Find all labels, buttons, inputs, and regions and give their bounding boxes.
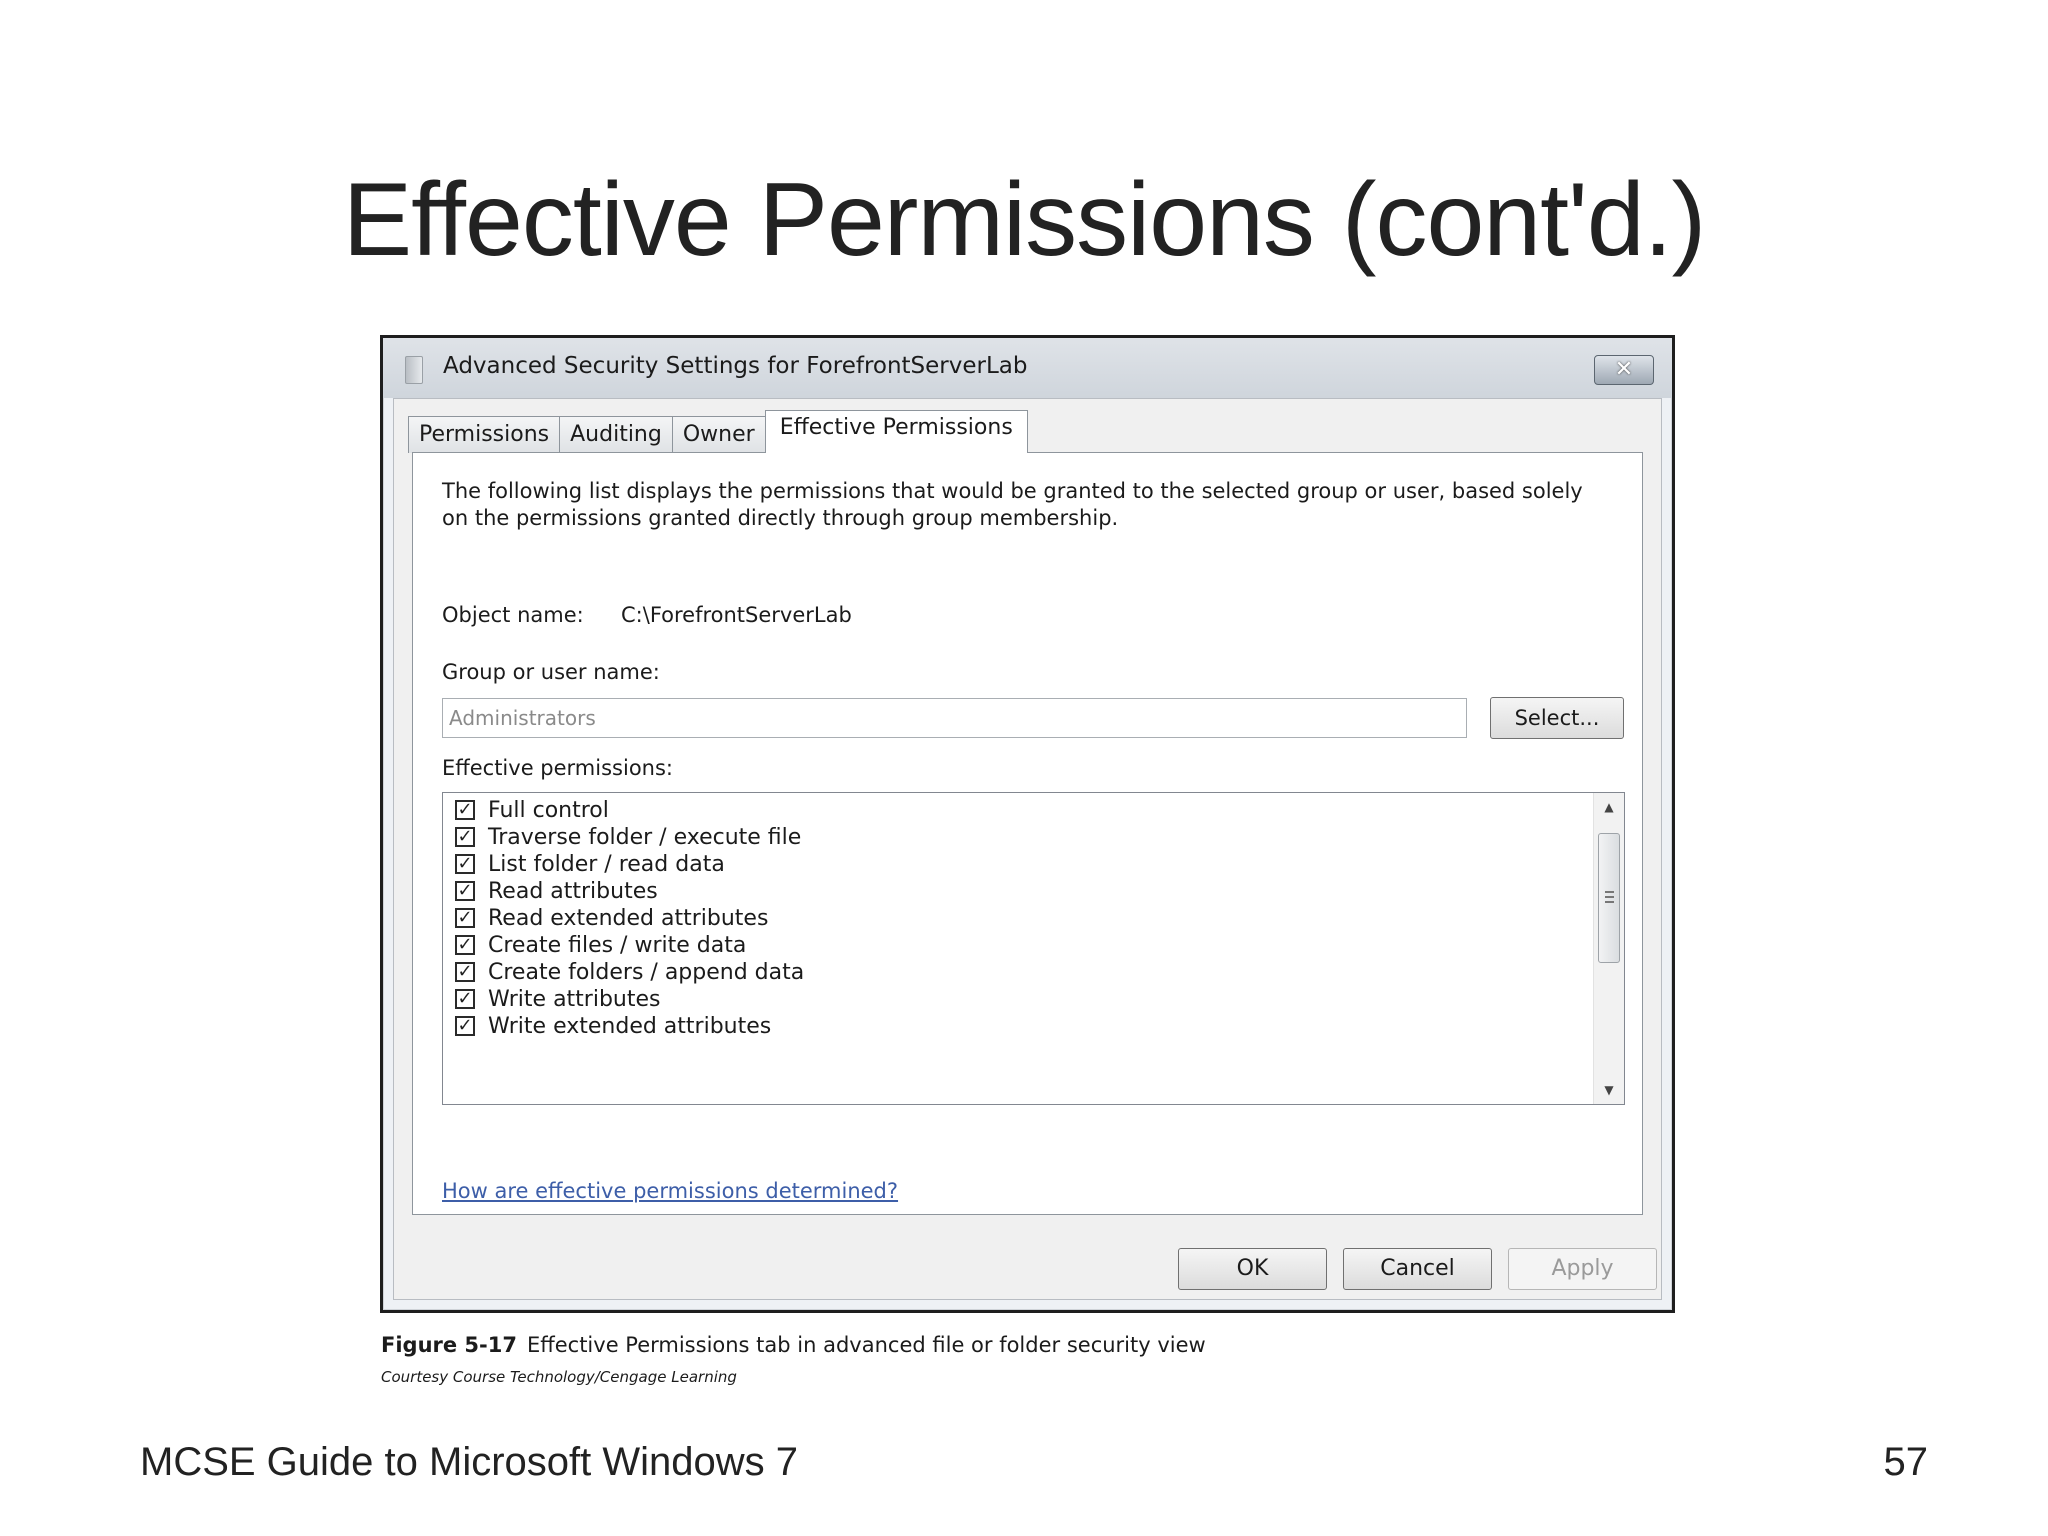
list-item[interactable] — [455, 930, 746, 960]
group-or-user-label: Group or user name: — [442, 660, 660, 684]
cancel-button[interactable]: Cancel — [1343, 1248, 1492, 1290]
checkbox[interactable]: ✓ — [455, 935, 475, 955]
figure-number: Figure 5-17 — [381, 1333, 517, 1357]
checkbox[interactable]: ✓ — [455, 854, 475, 874]
figure-text: Effective Permissions tab in advanced file or folder security view — [527, 1333, 1206, 1357]
permission-label: Full control — [488, 797, 609, 823]
advanced-security-settings-dialog — [380, 335, 1675, 1313]
slide-title: Effective Permissions (cont'd.) — [342, 162, 1706, 278]
list-item[interactable] — [455, 957, 804, 987]
description-text: The following list displays the permissions that would be granted to the selected group or user, based solely on the permissions granted directly through group membership. — [442, 479, 1583, 530]
checkbox[interactable]: ✓ — [455, 800, 475, 820]
list-item[interactable] — [455, 876, 658, 906]
scroll-thumb[interactable] — [1598, 833, 1620, 963]
footer-course-title: MCSE Guide to Microsoft Windows 7 — [140, 1440, 798, 1484]
permission-label: Traverse folder / execute file — [488, 824, 802, 850]
checkbox[interactable]: ✓ — [455, 827, 475, 847]
permission-label: Create folders / append data — [488, 959, 805, 985]
list-item[interactable] — [455, 1011, 771, 1041]
tab-auditing[interactable]: Auditing — [559, 416, 673, 453]
ok-button[interactable]: OK — [1178, 1248, 1327, 1290]
help-link[interactable]: How are effective permissions determined? — [442, 1179, 899, 1203]
object-name-value: C:\ForefrontServerLab — [621, 603, 852, 627]
tab-permissions[interactable]: Permissions — [408, 416, 560, 453]
scroll-down-arrow-icon[interactable]: ▼ — [1604, 1083, 1614, 1097]
apply-button[interactable]: Apply — [1508, 1248, 1657, 1290]
permission-label: Create files / write data — [488, 932, 747, 958]
vertical-scrollbar[interactable] — [1593, 793, 1624, 1104]
list-item[interactable] — [455, 984, 661, 1014]
tab-owner[interactable]: Owner — [672, 416, 766, 453]
object-name-label: Object name: — [442, 603, 584, 627]
list-item[interactable] — [455, 795, 609, 825]
effective-permissions-label: Effective permissions: — [442, 756, 673, 780]
permission-label: Write extended attributes — [488, 1013, 772, 1039]
permission-label: Read attributes — [488, 878, 658, 904]
select-button[interactable]: Select... — [1490, 697, 1624, 739]
list-item[interactable] — [455, 822, 801, 852]
checkbox[interactable]: ✓ — [455, 962, 475, 982]
page-number: 57 — [1883, 1440, 1928, 1484]
permission-label: Read extended attributes — [488, 905, 769, 931]
list-item[interactable] — [455, 849, 725, 879]
permission-label: Write attributes — [488, 986, 661, 1012]
figure-caption — [381, 1333, 1206, 1357]
grip-icon — [1605, 891, 1614, 903]
checkbox[interactable]: ✓ — [455, 1016, 475, 1036]
permission-label: List folder / read data — [488, 851, 725, 877]
effective-permissions-list[interactable] — [442, 792, 1625, 1105]
dialog-title: Advanced Security Settings for ForefrontServerLab — [443, 353, 1028, 379]
tab-strip — [408, 413, 1027, 453]
figure-credit: Courtesy Course Technology/Cengage Learning — [381, 1368, 737, 1386]
close-button[interactable]: ✕ — [1594, 355, 1654, 385]
list-item[interactable] — [455, 903, 768, 933]
scroll-up-arrow-icon[interactable]: ▲ — [1604, 800, 1614, 814]
checkbox[interactable]: ✓ — [455, 881, 475, 901]
checkbox[interactable]: ✓ — [455, 989, 475, 1009]
dialog-titlebar — [383, 338, 1672, 398]
folder-icon — [405, 356, 423, 384]
effective-permissions-panel — [412, 452, 1643, 1215]
checkbox[interactable]: ✓ — [455, 908, 475, 928]
group-or-user-field[interactable] — [442, 698, 1467, 738]
tab-effective-permissions[interactable]: Effective Permissions — [765, 410, 1028, 453]
